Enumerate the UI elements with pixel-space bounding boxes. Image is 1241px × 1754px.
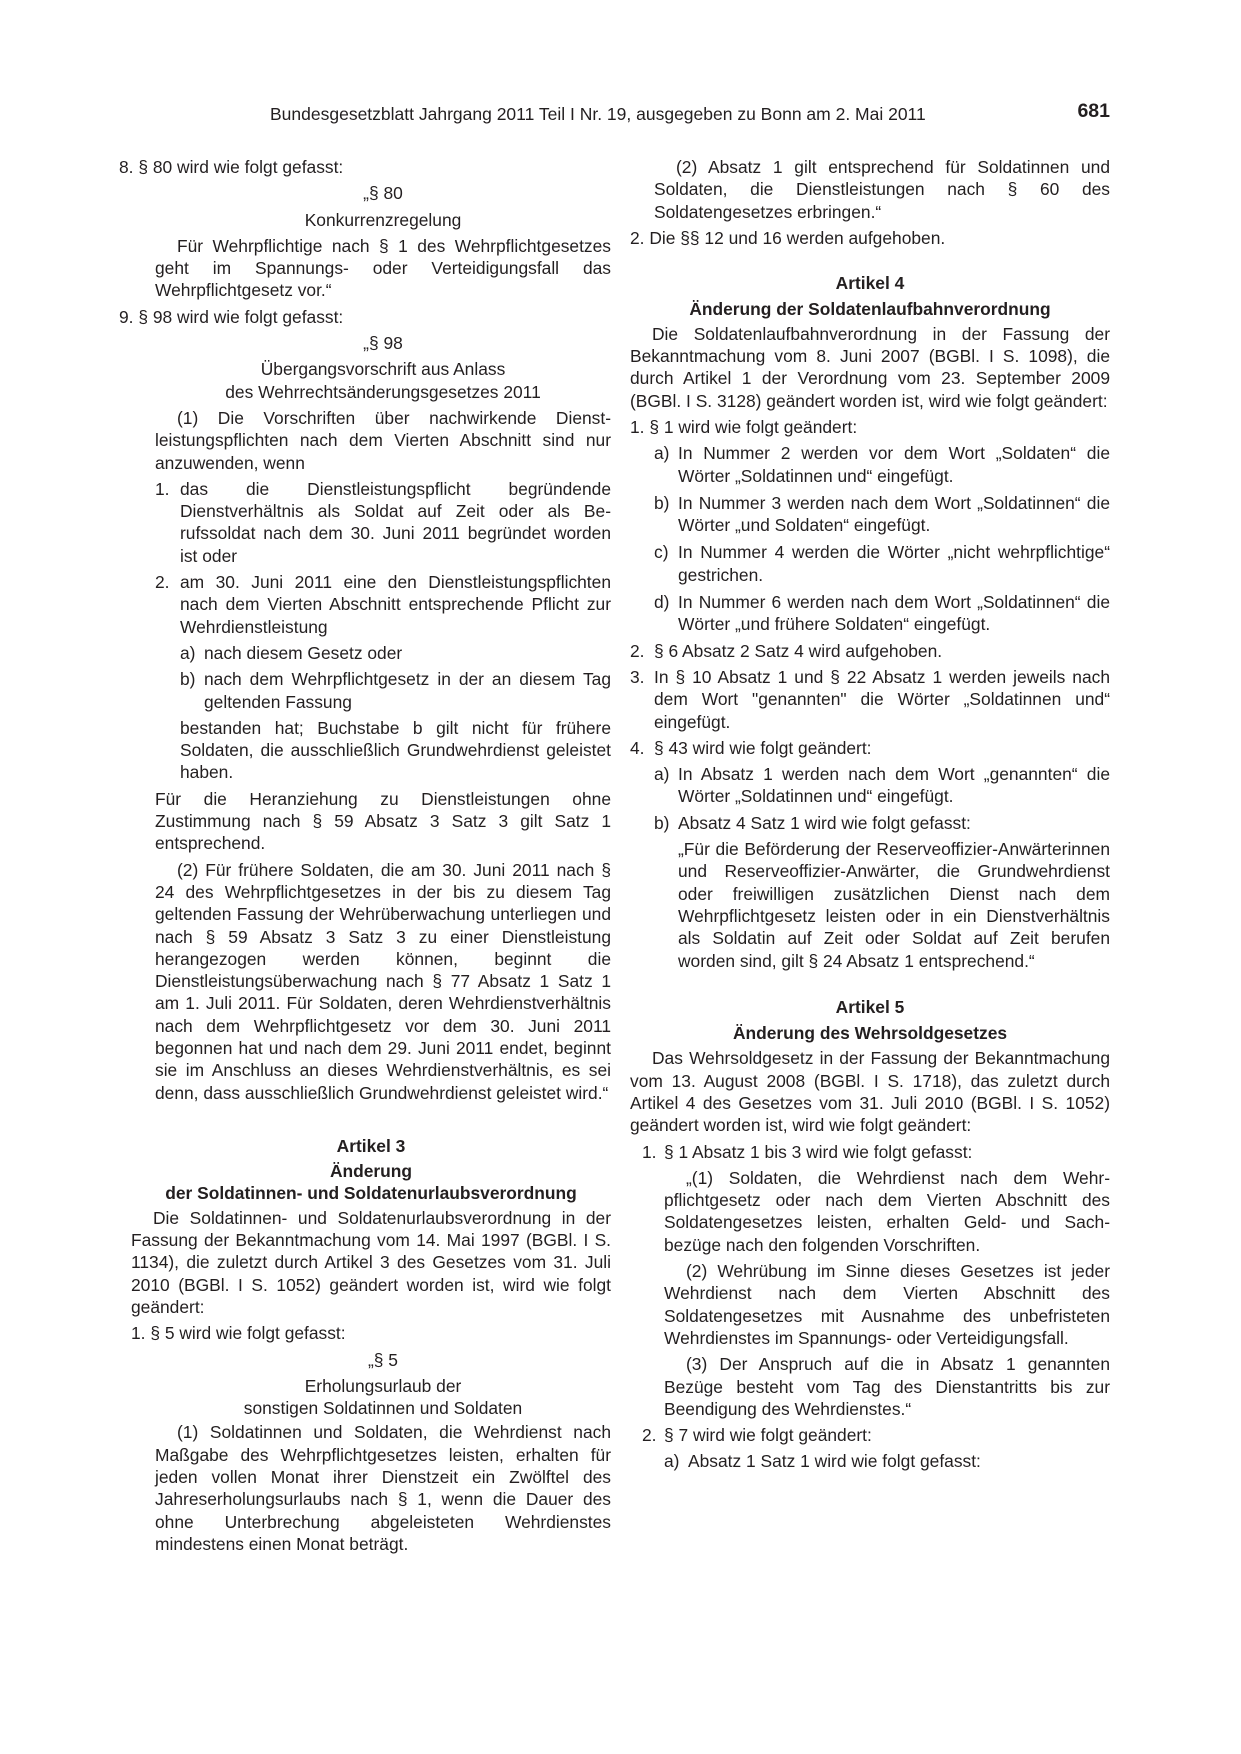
list-item: a) Absatz 1 Satz 1 wird wie folgt gefasst:: [664, 1451, 981, 1472]
section-98-title-1: Übergangsvorschrift aus Anlass: [260, 359, 506, 380]
list-item: 3. In § 10 Absatz 1 und § 22 Absatz 1 werden jeweils nach dem Wort "genannten" die Wörter „Soldatinnen und“ eingefügt.: [630, 666, 1110, 732]
section-5-title-1: Erholungsurlaub der: [304, 1375, 462, 1396]
header-text: Bundesgesetzblatt Jahrgang 2011 Teil I Nr. 19, ausgegeben zu Bonn am 2. Mai 2011: [270, 104, 926, 124]
list-item: 1. das die Dienstleistungspflicht begründende Dienstverhältnis als Soldat auf Zeit oder als Berufssoldat nach dem 30. Juni 2011 begründet worden ist oder: [155, 478, 611, 566]
article-4-title: Änderung der Soldatenlaufbahnverordnung: [689, 299, 1051, 320]
article-3-title-2: der Soldatinnen- und Soldatenurlaubsverordnung: [165, 1183, 577, 1204]
right-column: [630, 156, 1110, 1473]
article-5-para-3: (3) Der Anspruch auf die in Absatz 1 genannten Bezüge besteht vom Tag des Dienstantritts bis zur Beendigung des Wehrdienstes.“: [664, 1354, 1110, 1419]
article-3-item-2: 2. Die §§ 12 und 16 werden aufgehoben.: [630, 227, 946, 248]
section-98-para-2: (2) Für frühere Soldaten, die am 30. Juni 2011 nach § 24 des Wehrpflichtgesetzes in der bis zu diesem Tag geltenden Fassung der Wehrüberwachung unterliegen und nach § 59 Absatz 3 Satz 3 zu einer Dienstleistung herangezogen werden können, beginnt die Dienstleistungsüberwachung nach § 77 Absatz 1 Satz 1 am 1. Juli 2011. Für Soldaten, deren Wehrdienstverhältnis nach dem Wehrpflichtgesetz vor dem 30. Juni 2011 begonnen hat und nach dem 29. Juni 2011 endet, beginnt sie im Anschluss an dieses Wehrdienstverhältnis, es sei denn, dass ausschließlich Grundwehrdienst geleistet wird.“: [155, 859, 611, 1103]
section-80-title: Konkurrenzregelung: [304, 209, 462, 230]
article-5-para-1: „(1) Soldaten, die Wehrdienst nach dem Wehrpflichtgesetz oder nach dem Vierten Abschnitt des Soldatengesetzes leisten, erhalten Geld- und Sachbezüge nach den folgenden Vorschriften.: [664, 1167, 1110, 1255]
list-item: 1. § 1 Absatz 1 bis 3 wird wie folgt gefasst:: [642, 1141, 973, 1162]
article-4-quote: „Für die Beförderung der Reserveoffizier-Anwärterinnen und Reserveoffizier-Anwärter, die Grundwehrdienst oder freiwilligen zusätzlichen Dienst nach dem Wehrpflichtgesetz leisten oder in ein Dienstverhältnis als Soldatin auf Zeit oder Soldat auf Zeit berufen worden sind, gilt § 24 Absatz 1 entsprechend.“: [678, 839, 1110, 971]
list-item: 2. § 6 Absatz 2 Satz 4 wird aufgehoben.: [630, 640, 943, 661]
section-80-text: Für Wehrpflichtige nach § 1 des Wehrpflichtgesetzes geht im Spannungs- oder Verteidigungsfall das Wehrpflichtgesetz vor.“: [155, 235, 611, 301]
list-item: a) nach diesem Gesetz oder: [180, 642, 403, 663]
left-column: [119, 156, 611, 1555]
article-3-heading: Artikel 3: [336, 1135, 406, 1156]
article-5-para-2: (2) Wehrübung im Sinne dieses Gesetzes ist jeder Wehrdienst nach dem Vierten Abschnitt des Soldatengesetzes mit Ausnahme des unbefristeten Wehrdienstes im Spannungs- oder Verteidigungsfall.: [664, 1261, 1110, 1348]
list-item: a) In Absatz 1 werden nach dem Wort „genannten“ die Wörter „Soldatinnen und“ eingefügt.: [654, 764, 1110, 807]
list-item: a) In Nummer 2 werden vor dem Wort „Soldaten“ die Wörter „Soldatinnen und“ eingefügt.: [654, 443, 1110, 486]
item-9: 9. § 98 wird wie folgt gefasst:: [119, 306, 344, 327]
article-4-heading: Artikel 4: [835, 273, 905, 294]
article-3-item-1: 1. § 5 wird wie folgt gefasst:: [131, 1323, 346, 1344]
article-5-intro: Das Wehrsoldgesetz in der Fassung der Bekanntmachung vom 13. August 2008 (BGBl. I S. 1718), das zuletzt durch Artikel 4 des Gesetzes vom 31. Juli 2010 (BGBl. I S. 1052) geändert worden ist, wird wie folgt geändert:: [630, 1048, 1110, 1136]
article-5-title: Änderung des Wehrsoldgesetzes: [732, 1023, 1008, 1044]
section-5-para-2: (2) Absatz 1 gilt entsprechend für Soldatinnen und Soldaten, die Dienstleistungen nach § 60 des Soldatengesetzes erbringen.“: [654, 157, 1110, 222]
section-5-para-1: (1) Soldatinnen und Soldaten, die Wehrdienst nach Maßgabe des Wehrpflichtgesetzes leisten, erhalten für jeden vollen Monat ihrer Dienstzeit ein Zwölftel des Jahreserholungsurlaubs nach § 1, wenn die Dauer des ohne Unterbrechung abgeleisteten Wehrdienstes mindestens einen Monat beträgt.: [155, 1422, 611, 1554]
page-number: 681: [1077, 100, 1110, 122]
article-5-heading: Artikel 5: [835, 996, 905, 1017]
list-item: b) Absatz 4 Satz 1 wird wie folgt gefasst:: [654, 812, 971, 833]
section-5-heading: „§ 5: [368, 1349, 398, 1370]
item-8: 8. § 80 wird wie folgt gefasst:: [119, 157, 344, 177]
section-80-heading: „§ 80: [363, 183, 403, 204]
list-item: d) In Nummer 6 werden nach dem Wort „Soldatinnen“ die Wörter „und frühere Soldaten“ eingefügt.: [654, 592, 1110, 635]
list-item: 2. am 30. Juni 2011 eine den Dienstleistungspflichten nach dem Vierten Abschnitt entsprechende Pflicht zur Wehrdienstleistung: [155, 572, 611, 637]
article-3-intro: Die Soldatinnen- und Soldatenurlaubsverordnung in der Fassung der Bekanntmachung vom 14. Mai 1997 (BGBl. I S. 1134), die zuletzt durch Artikel 3 des Gesetzes vom 31. Juli 2010 (BGBl. I S. 1052) geändert worden ist, wird wie folgt geändert:: [131, 1207, 611, 1317]
section-98-continuation: bestanden hat; Buchstabe b gilt nicht für frühere Soldaten, die ausschließlich Grundwehrdienst geleistet haben.: [180, 717, 611, 783]
list-item: b) nach dem Wehrpflichtgesetz in der an diesem Tag geltenden Fassung: [180, 669, 611, 712]
article-4-intro: Die Soldatenlaufbahnverordnung in der Fassung der Bekanntmachung vom 8. Juni 2007 (BGBl. I S. 1098), die durch Artikel 1 der Verordnung vom 23. September 2009 (BGBl. I S. 3128) geändert worden ist, wird wie folgt geändert:: [630, 323, 1110, 411]
list-item: b) In Nummer 3 werden nach dem Wort „Soldatinnen“ die Wörter „und Soldaten“ eingefügt.: [654, 492, 1110, 536]
page-header: [270, 102, 1110, 128]
section-5-title-2: sonstigen Soldatinnen und Soldaten: [243, 1398, 523, 1419]
list-item: 4. § 43 wird wie folgt geändert:: [630, 737, 872, 758]
article-3-title-1: Änderung: [329, 1161, 413, 1182]
section-98-heading: „§ 98: [363, 333, 403, 354]
section-98-title-2: des Wehrrechtsänderungsgesetzes 2011: [225, 381, 541, 402]
section-98-para-1: (1) Die Vorschriften über nachwirkende Dienstleistungspflichten nach dem Vierten Abschnitt sind nur anzuwenden, wenn: [155, 407, 611, 473]
list-item: c) In Nummer 4 werden die Wörter „nicht wehrpflichtige“ gestrichen.: [654, 542, 1110, 585]
section-98-heranziehung: Für die Heranziehung zu Dienstleistungen ohne Zustimmung nach § 59 Absatz 3 Satz 3 gilt Satz 1 entsprechend.: [155, 788, 611, 854]
article-4-item-1: 1. § 1 wird wie folgt geändert:: [630, 416, 858, 437]
list-item: 2. § 7 wird wie folgt geändert:: [642, 1425, 872, 1446]
